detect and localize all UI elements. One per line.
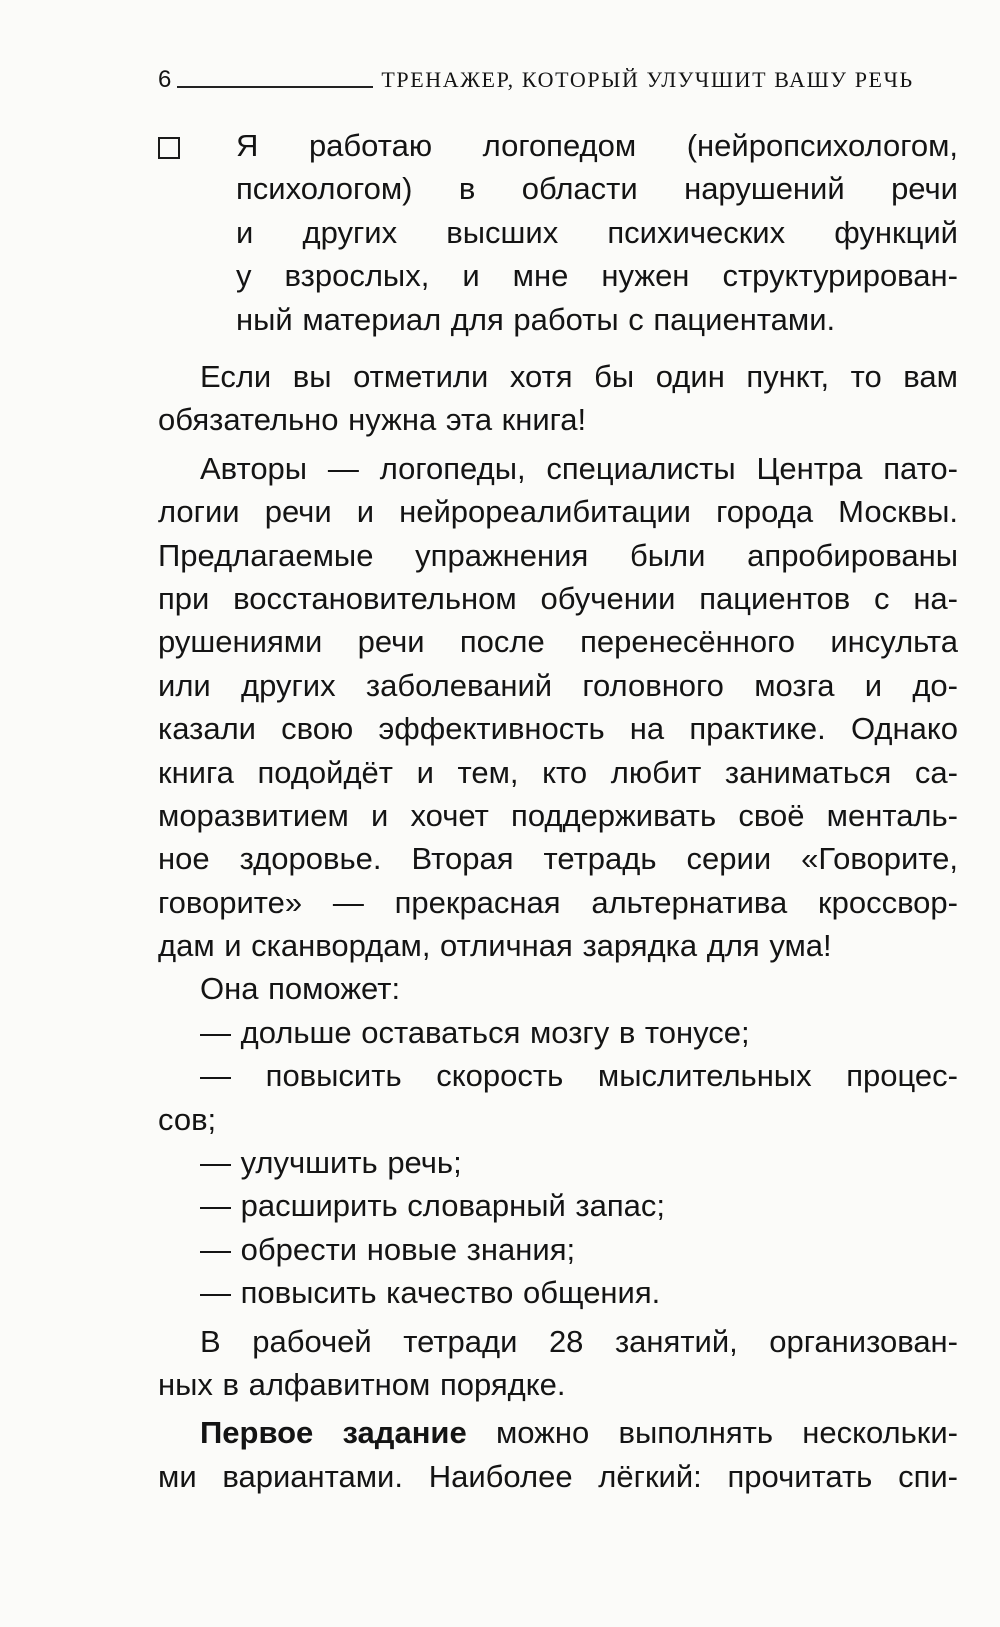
list-item: — повысить качество общения.	[200, 1275, 661, 1311]
running-title: ТРЕНАЖЕР, КОТОРЫЙ УЛУЧШИТ ВАШУ РЕЧЬ	[381, 67, 914, 92]
paragraph-helps	[158, 967, 958, 1314]
text-line: книга подойдёт и тем, кто любит заниматься са-	[158, 754, 958, 790]
paragraph-authors	[158, 447, 958, 968]
text-line: у взрослых, и мне нужен структурирован-	[236, 258, 958, 294]
text-line: говорите» — прекрасная альтернатива кроссвор-	[158, 884, 958, 920]
first-task-line-rest: можно выполнять нескольки-	[466, 1415, 958, 1451]
paragraph-first-task	[158, 1411, 958, 1498]
checklist-item-text	[236, 124, 958, 341]
list-item-continuation: сов;	[158, 1101, 217, 1137]
text-line: казали свою эффективность на практике. Однако	[158, 711, 958, 747]
paragraph-workbook	[158, 1320, 958, 1407]
text-line: Предлагаемые упражнения были апробированы	[158, 537, 958, 573]
text-line: дам и сканвордам, отличная зарядка для ума!	[158, 928, 832, 964]
list-item: — расширить словарный запас;	[200, 1188, 666, 1224]
text-line: рушениями речи после перенесённого инсульта	[158, 624, 958, 660]
text-line: В рабочей тетради 28 занятий, организован-	[200, 1323, 958, 1359]
list-item: — обрести новые знания;	[200, 1231, 576, 1267]
text-line: при восстановительном обучении пациентов с на-	[158, 580, 958, 616]
header-rule	[177, 86, 373, 88]
list-item: — улучшить речь;	[200, 1145, 462, 1181]
paragraph-conclusion	[158, 355, 958, 442]
checkbox[interactable]	[158, 137, 180, 159]
text-line: обязательно нужна эта книга!	[158, 402, 587, 438]
text-line: или других заболеваний головного мозга и до-	[158, 667, 958, 703]
text-line: ных в алфавитном порядке.	[158, 1366, 566, 1402]
first-task-lead: Первое задание	[200, 1415, 467, 1451]
page-number: 6	[158, 66, 172, 93]
text-line: Если вы отметили хотя бы один пункт, то вам	[200, 359, 958, 394]
running-header	[158, 64, 958, 92]
body-text	[158, 355, 958, 1498]
text-line: Авторы — логопеды, специалисты Центра пато-	[200, 450, 958, 486]
helps-intro: Она поможет:	[200, 971, 401, 1007]
text-line: и других высших психических функций	[236, 214, 958, 250]
text-line: моразвитием и хочет поддерживать своё менталь-	[158, 797, 958, 833]
text-line: психологом) в области нарушений речи	[236, 171, 958, 207]
text-line: логии речи и нейрореалибитации города Москвы.	[158, 494, 958, 530]
list-item: — повысить скорость мыслительных процес-	[200, 1058, 958, 1094]
text-line: ное здоровье. Вторая тетрадь серии «Говорите,	[158, 841, 958, 877]
text-line	[158, 1411, 958, 1454]
text-line: Я работаю логопедом (нейропсихологом,	[236, 128, 958, 163]
list-item: — дольше оставаться мозгу в тонусе;	[200, 1014, 750, 1050]
text-line: ный материал для работы с пациентами.	[236, 301, 836, 337]
text-line: ми вариантами. Наиболее лёгкий: прочитать спи-	[158, 1458, 958, 1494]
